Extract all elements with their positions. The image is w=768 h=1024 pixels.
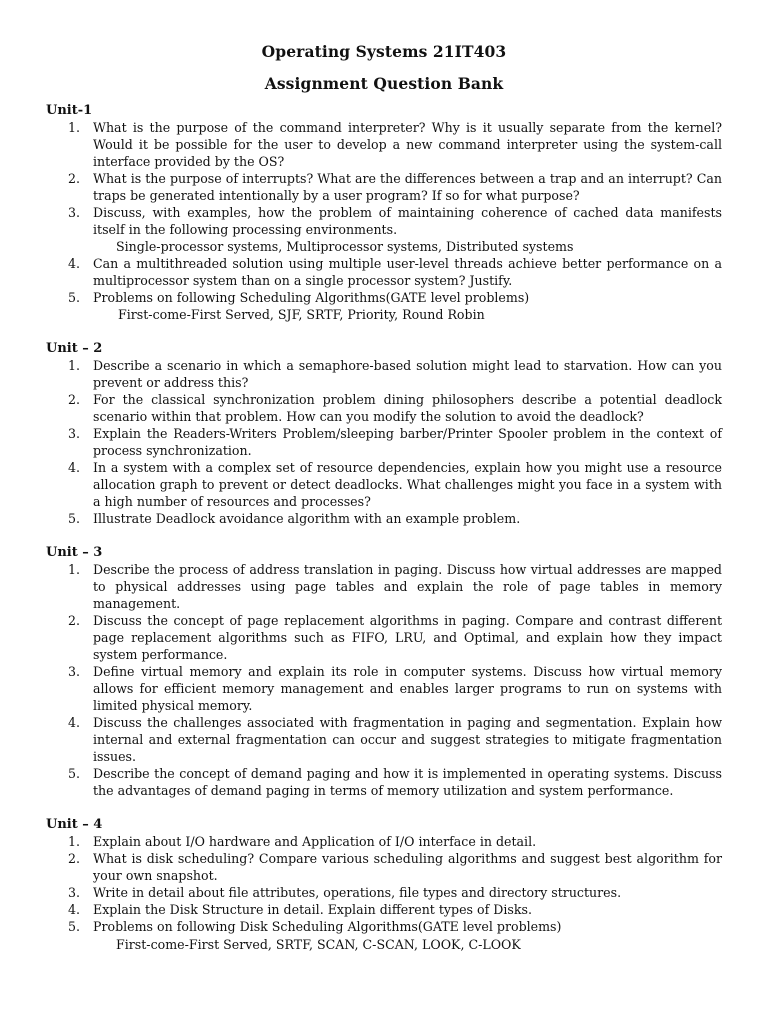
question-item <box>46 663 722 714</box>
question-item <box>46 918 722 935</box>
question-number: 3. <box>68 885 81 900</box>
question-number: 4. <box>68 460 81 475</box>
question-number: 1. <box>68 358 81 373</box>
question-list <box>46 357 722 527</box>
question-number: 1. <box>68 562 81 577</box>
question-item <box>46 714 722 765</box>
question-text: Define virtual memory and explain its role in computer systems. Discuss how virtual memory allows for efficient memory management and enables larger programs to run on systems with limited physical memory. <box>93 664 722 713</box>
question-list <box>46 833 722 953</box>
unit-heading: Unit-1 <box>46 103 93 118</box>
question-item <box>46 901 722 918</box>
question-text: For the classical synchronization problem dining philosophers describe a potential deadlock scenario within that problem. How can you modify the solution to avoid the deadlock? <box>93 392 722 424</box>
question-text: Explain the Disk Structure in detail. Explain different types of Disks. <box>93 902 532 917</box>
question-bank <box>46 102 722 970</box>
question-item <box>46 612 722 663</box>
question-text: Write in detail about file attributes, operations, file types and directory structures. <box>93 885 622 900</box>
question-number: 5. <box>68 511 81 526</box>
question-item <box>46 170 722 204</box>
question-list <box>46 561 722 799</box>
question-text: Discuss the concept of page replacement algorithms in paging. Compare and contrast different page replacement algorithms such as FIFO, LRU, and Optimal, and explain how they impact system performance. <box>93 613 722 662</box>
question-number: 4. <box>68 715 81 730</box>
question-number: 5. <box>68 290 81 305</box>
question-subtext: First-come-First Served, SRTF, SCAN, C-SCAN, LOOK, C-LOOK <box>116 937 521 952</box>
question-text: What is the purpose of interrupts? What are the differences between a trap and an interrupt? Can traps be generated intentionally by a user program? If so for what purpose? <box>93 171 722 203</box>
question-text: Discuss, with examples, how the problem of maintaining coherence of cached data manifests itself in the following processing environments. <box>93 205 722 237</box>
unit-heading: Unit – 3 <box>46 545 103 560</box>
question-number: 2. <box>68 613 81 628</box>
question-text: Discuss the challenges associated with fragmentation in paging and segmentation. Explain how internal and external fragmentation can occur and suggest strategies to mitigate fragmentation issues. <box>93 715 722 764</box>
question-item <box>46 850 722 884</box>
question-number: 3. <box>68 426 81 441</box>
question-item <box>46 255 722 289</box>
question-text: Describe a scenario in which a semaphore-based solution might lead to starvation. How can you prevent or address this? <box>93 358 722 390</box>
question-item <box>46 510 722 527</box>
question-item <box>46 833 722 850</box>
question-item <box>46 204 722 238</box>
question-text: Problems on following Scheduling Algorithms(GATE level problems) <box>93 290 530 305</box>
unit-heading: Unit – 4 <box>46 817 103 832</box>
question-number: 2. <box>68 392 81 407</box>
unit-3-section <box>46 544 722 799</box>
unit-2-section <box>46 340 722 527</box>
question-text: Explain the Readers-Writers Problem/sleeping barber/Printer Spooler problem in the context of process synchronization. <box>93 426 722 458</box>
question-number: 1. <box>68 834 81 849</box>
question-number: 4. <box>68 902 81 917</box>
question-item <box>46 391 722 425</box>
question-number: 5. <box>68 919 81 934</box>
question-item <box>46 561 722 612</box>
question-item <box>46 884 722 901</box>
question-item <box>46 357 722 391</box>
question-list <box>46 119 722 323</box>
question-number: 2. <box>68 851 81 866</box>
question-item <box>46 119 722 170</box>
question-text: Can a multithreaded solution using multiple user-level threads achieve better performance on a multiprocessor system than on a single processor system? Justify. <box>93 256 722 288</box>
unit-4-section <box>46 816 722 953</box>
unit-heading: Unit – 2 <box>46 341 103 356</box>
question-number: 2. <box>68 171 81 186</box>
unit-1-section <box>46 102 722 323</box>
question-text: Describe the process of address translation in paging. Discuss how virtual addresses are mapped to physical addresses using page tables and explain the role of page tables in memory management. <box>93 562 722 611</box>
question-item <box>46 459 722 510</box>
question-number: 3. <box>68 205 81 220</box>
question-number: 3. <box>68 664 81 679</box>
question-item <box>46 765 722 799</box>
question-number: 4. <box>68 256 81 271</box>
question-text: Describe the concept of demand paging and how it is implemented in operating systems. Discuss the advantages of demand paging in terms of memory utilization and system performance. <box>93 766 722 798</box>
question-subtext: First-come-First Served, SJF, SRTF, Priority, Round Robin <box>118 307 485 322</box>
question-text: In a system with a complex set of resource dependencies, explain how you might use a resource allocation graph to prevent or detect deadlocks. What challenges might you face in a system with a high number of resources and processes? <box>93 460 722 509</box>
document-title: Operating Systems 21IT403 <box>261 42 507 61</box>
question-number: 1. <box>68 120 81 135</box>
question-text: What is the purpose of the command interpreter? Why is it usually separate from the kernel? Would it be possible for the user to develop a new command interpreter using the system-call interface provided by the OS? <box>93 120 722 169</box>
question-subtext: Single-processor systems, Multiprocessor systems, Distributed systems <box>116 239 574 254</box>
question-text: Illustrate Deadlock avoidance algorithm with an example problem. <box>93 511 521 526</box>
document-subtitle: Assignment Question Bank <box>264 74 504 93</box>
question-text: Explain about I/O hardware and Application of I/O interface in detail. <box>93 834 537 849</box>
question-number: 5. <box>68 766 81 781</box>
question-item <box>46 289 722 306</box>
question-item <box>46 425 722 459</box>
question-text: Problems on following Disk Scheduling Algorithms(GATE level problems) <box>93 919 562 934</box>
question-text: What is disk scheduling? Compare various scheduling algorithms and suggest best algorithm for your own snapshot. <box>93 851 722 883</box>
